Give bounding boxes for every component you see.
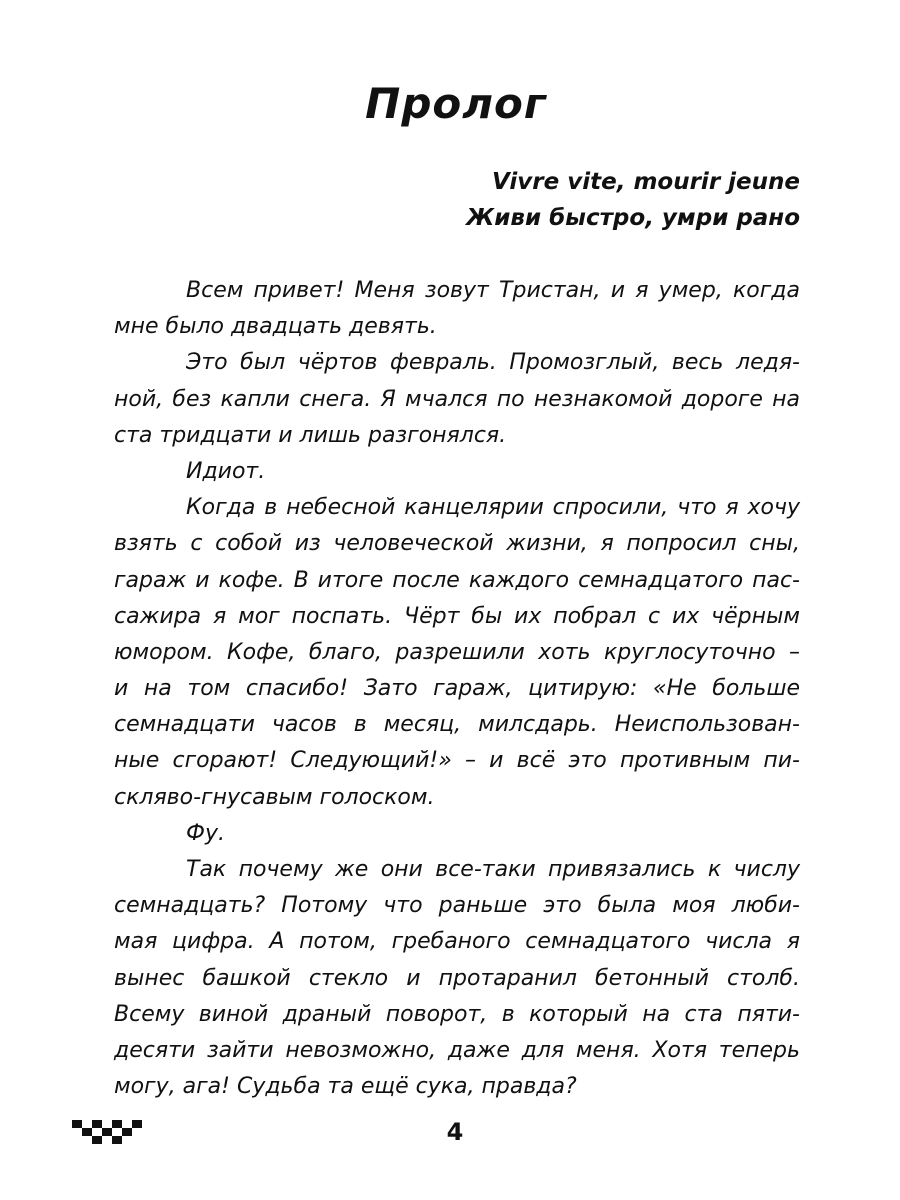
text-line: Это был чёртов февраль. Промозглый, весь ледя-	[186, 350, 800, 376]
text-line: мне было двадцать девять.	[114, 314, 437, 340]
text-line: вынес башкой стекло и протаранил бетонный столб.	[114, 965, 800, 991]
text-line: Фу.	[186, 820, 225, 846]
body-text	[114, 273, 800, 1105]
text-line: могу, ага! Судьба та ещё сука, правда?	[114, 1074, 577, 1100]
epigraph-translation: Живи быстро, умри рано	[466, 205, 800, 231]
text-line: ной, без капли снега. Я мчался по незнакомой дороге на	[114, 386, 800, 412]
text-line: взять с собой из человеческой жизни, я попросил сны,	[114, 531, 800, 557]
text-line: гараж и кофе. В итоге после каждого семнадцатого пас-	[114, 567, 800, 593]
text-line: семнадцати часов в месяц, милсдарь. Неиспользован-	[114, 712, 800, 738]
epigraph	[200, 164, 800, 236]
chapter-title: Пролог	[365, 79, 547, 128]
checkered-flag-icon	[72, 1120, 142, 1148]
text-line: ста тридцати и лишь разгонялся.	[114, 422, 507, 448]
text-line: и на том спасибо! Зато гараж, цитирую: «Не больше	[114, 676, 800, 702]
text-line: десяти зайти невозможно, даже для меня. Хотя теперь	[114, 1037, 800, 1063]
text-line: сажира я мог поспать. Чёрт бы их побрал с их чёрным	[114, 603, 800, 629]
text-line: скляво-гнусавым голоском.	[114, 784, 435, 810]
text-line: ные сгорают! Следующий!» – и всё это противным пи-	[114, 748, 800, 774]
text-line: мая цифра. А потом, гребаного семнадцатого числа я	[114, 929, 800, 955]
text-line: семнадцать? Потому что раньше это была моя люби-	[114, 893, 800, 919]
text-line: Когда в небесной канцелярии спросили, что я хочу	[186, 495, 800, 521]
text-line: юмором. Кофе, благо, разрешили хоть круглосуточно –	[114, 639, 800, 665]
text-line: Идиот.	[186, 458, 266, 484]
text-line: Всему виной драный поворот, в который на ста пяти-	[114, 1001, 800, 1027]
text-line: Так почему же они все-таки привязались к числу	[186, 857, 800, 882]
epigraph-original: Vivre vite, mourir jeune	[492, 169, 800, 195]
text-line: Всем привет! Меня зовут Тристан, и я умер, когда	[186, 278, 800, 303]
page-number: 4	[446, 1118, 464, 1146]
